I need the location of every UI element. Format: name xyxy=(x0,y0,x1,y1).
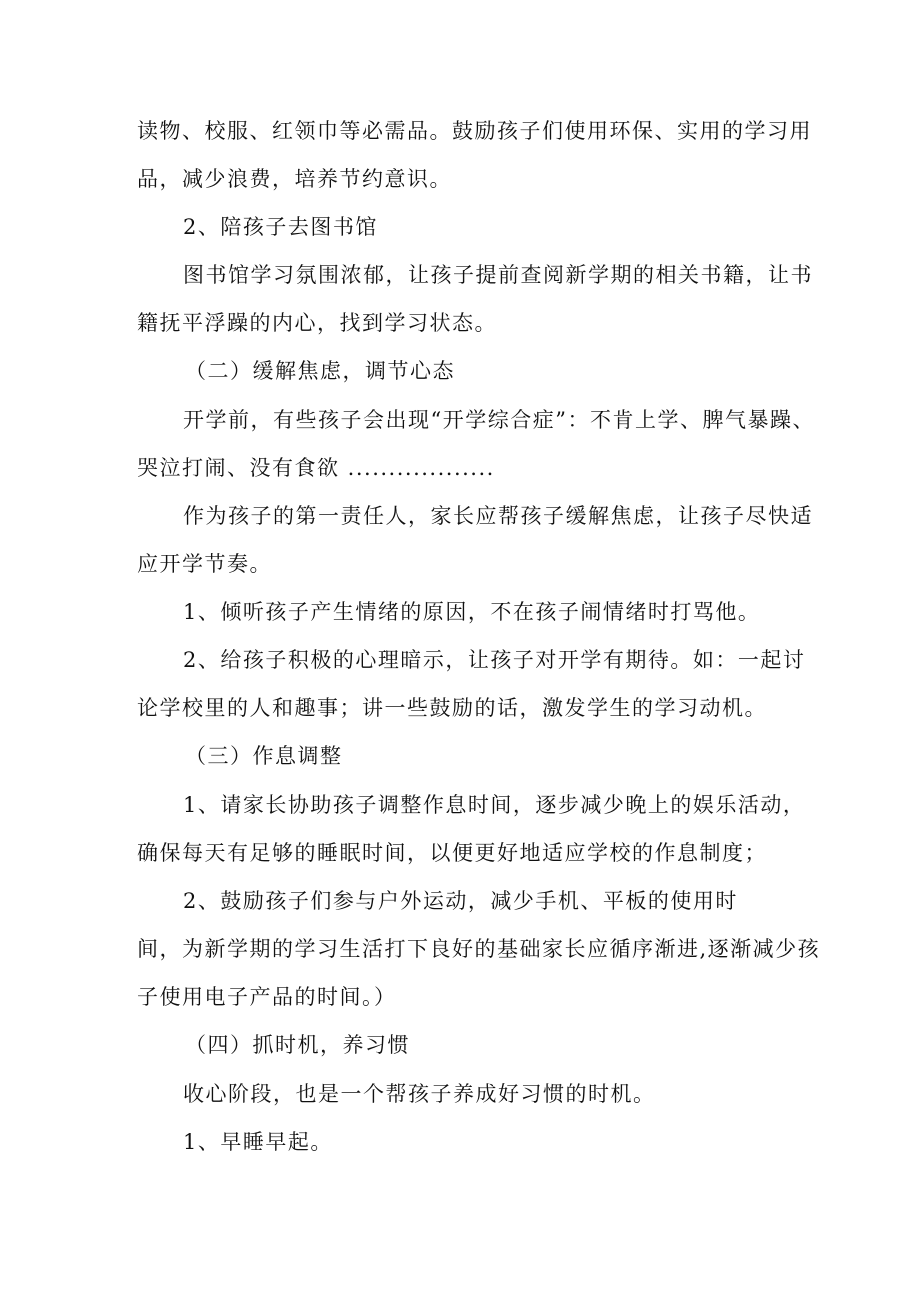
body-line: 读物、校服、红领巾等必需品。鼓励孩子们使用环保、实用的学习用 xyxy=(137,119,812,143)
body-line: 子使用电子产品的时间。） xyxy=(137,985,397,1009)
body-line: 论学校里的人和趣事；讲一些鼓励的话，激发学生的学习动机。 xyxy=(137,696,767,720)
section-heading: （二）缓解焦虑，调节心态 xyxy=(185,359,455,383)
list-item: 1、请家长协助孩子调整作息时间，逐步减少晚上的娱乐活动， xyxy=(183,793,806,817)
body-line: 品，减少浪费，培养节约意识。 xyxy=(137,167,452,191)
section-heading: （三）作息调整 xyxy=(185,744,343,768)
list-item: 2、陪孩子去图书馆 xyxy=(183,215,378,239)
list-item: 1、倾听孩子产生情绪的原因，不在孩子闹情绪时打骂他。 xyxy=(183,600,761,624)
body-line: 确保每天有足够的睡眠时间，以便更好地适应学校的作息制度； xyxy=(137,841,767,865)
list-item: 2、给孩子积极的心理暗示，让孩子对开学有期待。如：一起讨 xyxy=(183,648,806,672)
body-line: 哭泣打闹、没有食欲 .................. xyxy=(137,456,495,480)
body-line: 收心阶段，也是一个帮孩子养成好习惯的时机。 xyxy=(183,1082,656,1106)
body-line: 籍抚平浮躁的内心，找到学习状态。 xyxy=(137,311,497,335)
body-line: 图书馆学习氛围浓郁，让孩子提前查阅新学期的相关书籍，让书 xyxy=(183,263,813,287)
section-heading: （四）抓时机，养习惯 xyxy=(185,1033,410,1057)
list-item: 1、早睡早起。 xyxy=(183,1130,333,1154)
body-line: 作为孩子的第一责任人，家长应帮孩子缓解焦虑，让孩子尽快适 xyxy=(183,504,813,528)
body-line: 开学前，有些孩子会出现“开学综合症”：不肯上学、脾气暴躁、 xyxy=(183,408,815,432)
list-item: 2、鼓励孩子们参与户外运动，减少手机、平板的使用时 xyxy=(183,889,738,913)
body-line: 间，为新学期的学习生活打下良好的基础家长应循序渐进,逐渐减少孩 xyxy=(137,937,821,961)
body-line: 应开学节奏。 xyxy=(137,552,272,576)
